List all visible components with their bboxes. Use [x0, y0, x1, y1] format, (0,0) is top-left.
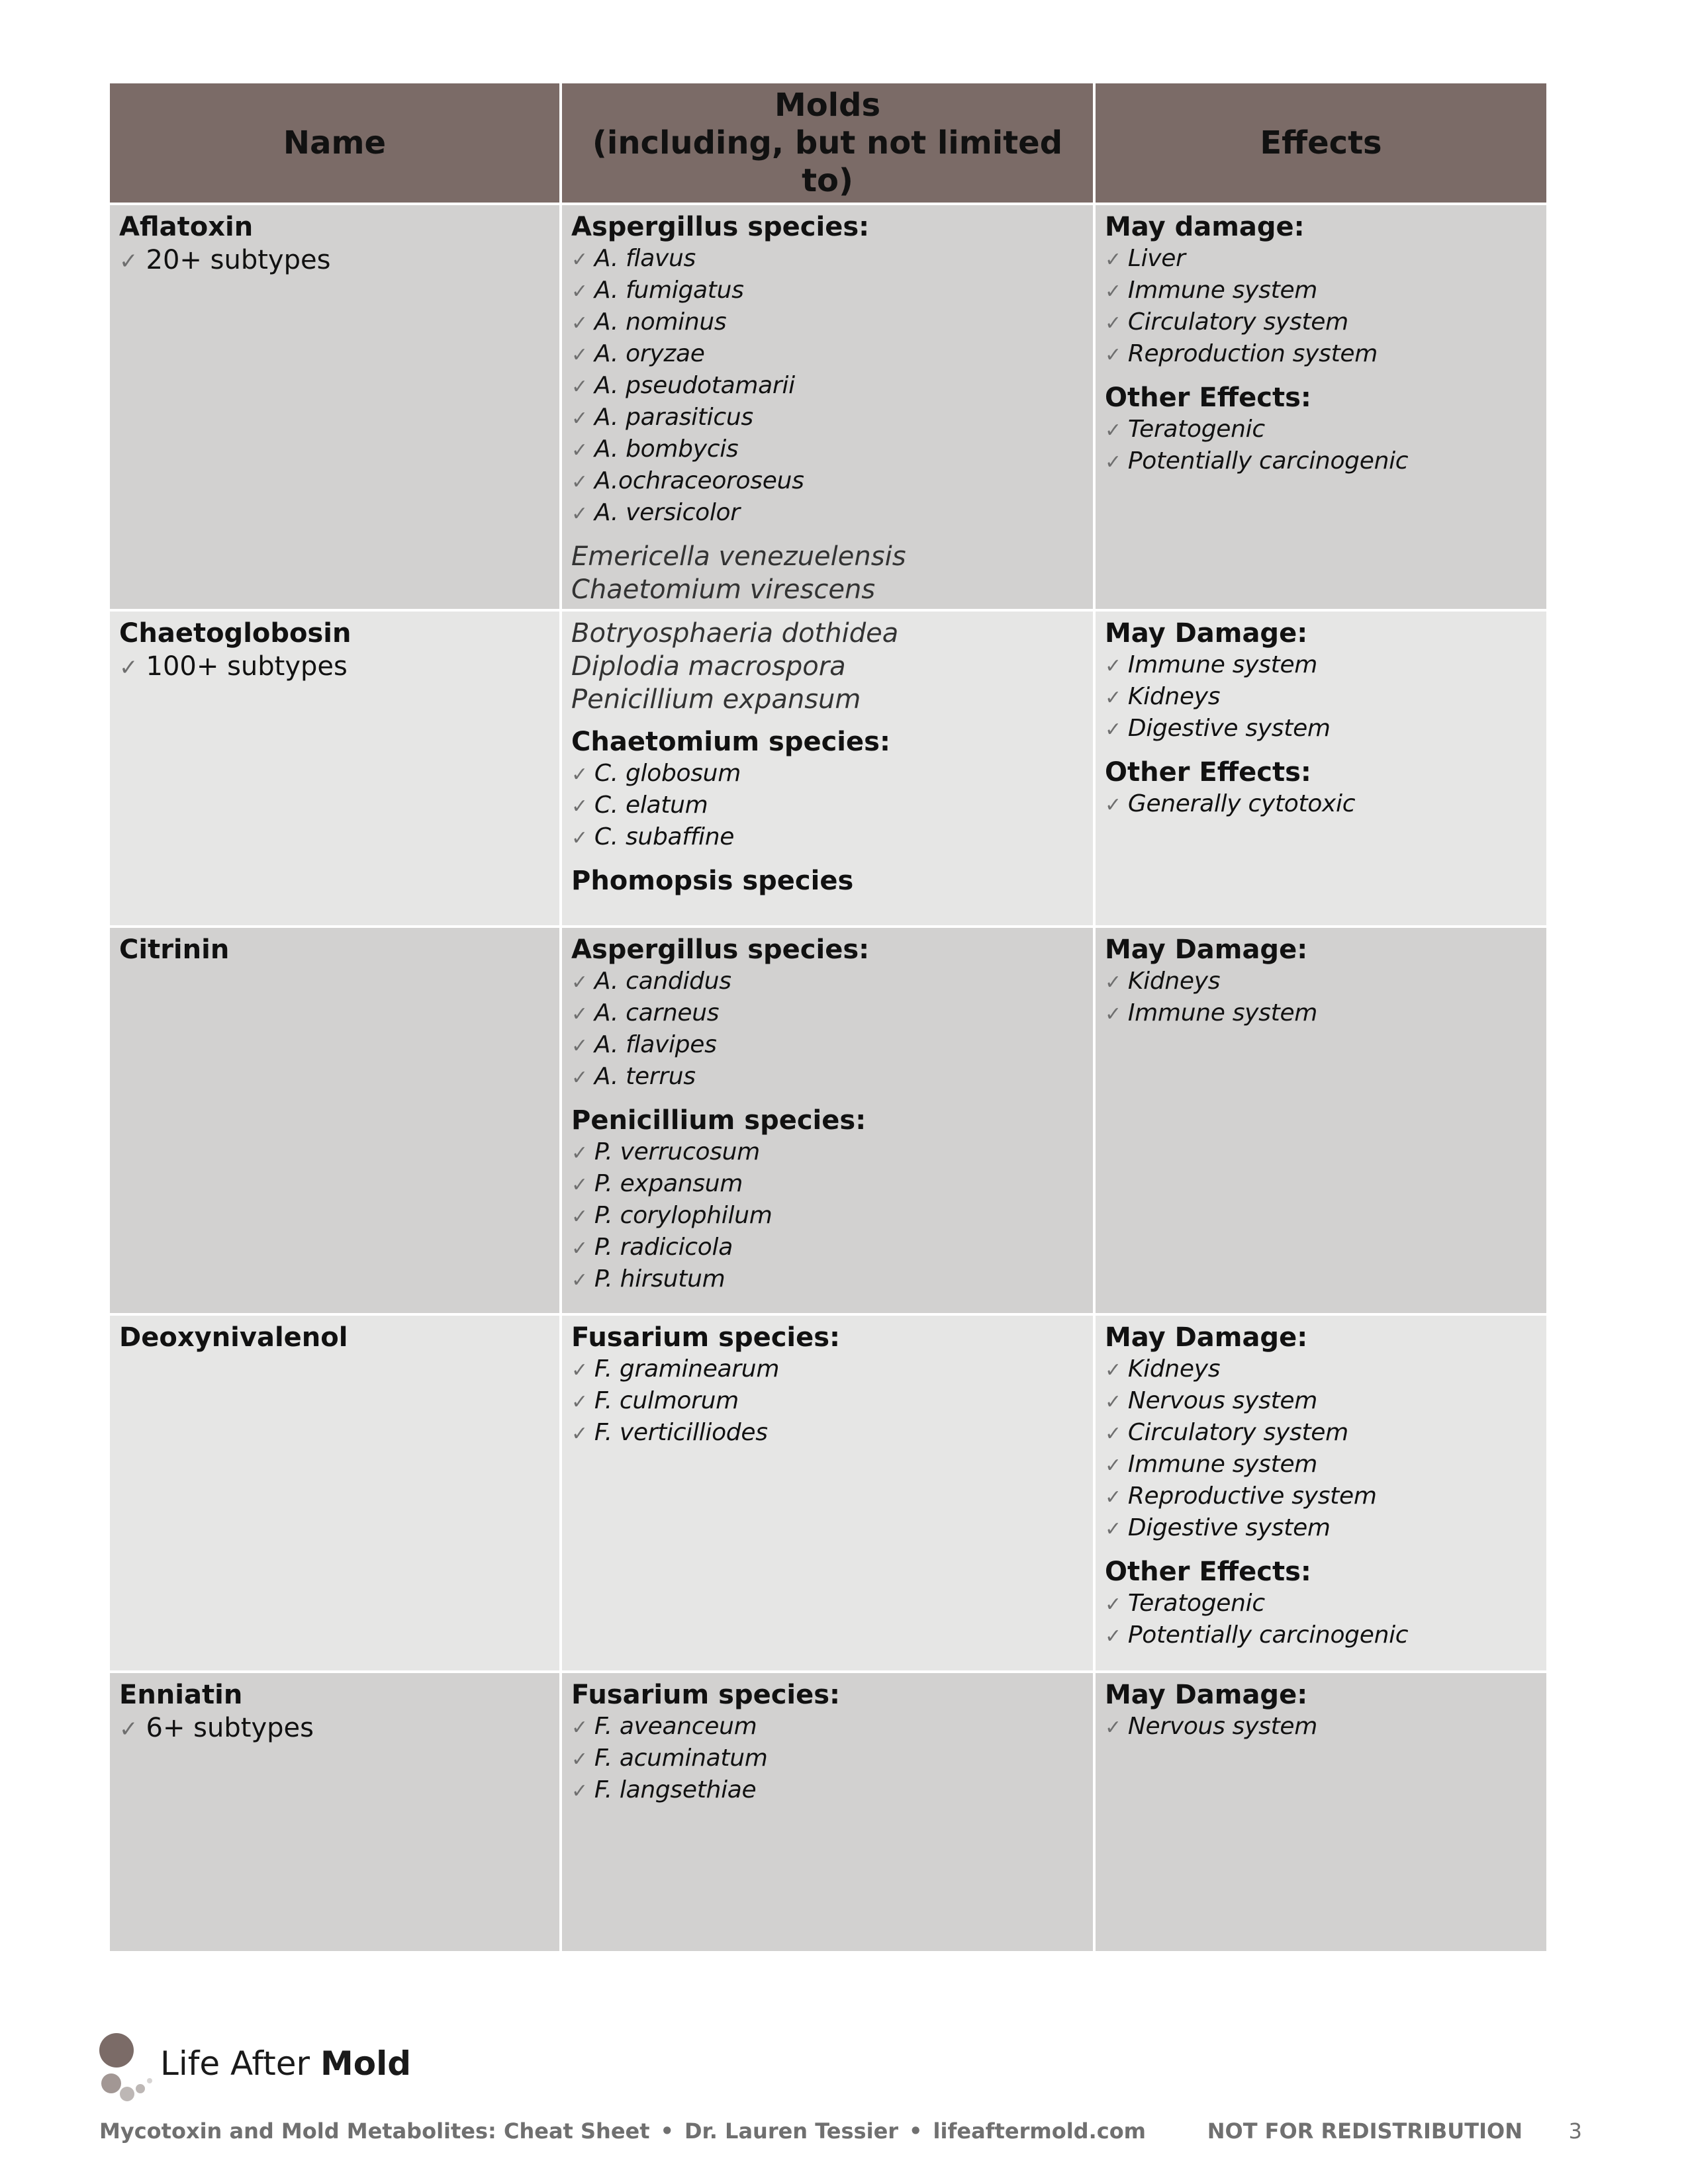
- list-item: [1105, 713, 1537, 745]
- molds-cell: [561, 1672, 1094, 1952]
- check-icon: ✓: [571, 407, 588, 430]
- check-icon: ✓: [119, 1716, 138, 1743]
- damage-list: [1105, 244, 1537, 371]
- list-item-text: Kidneys: [1127, 1355, 1221, 1383]
- table-header-row: [109, 82, 1548, 204]
- list-item-text: A. fumigatus: [594, 277, 744, 304]
- check-icon: ✓: [571, 1359, 588, 1382]
- list-item-text: Nervous system: [1127, 1713, 1318, 1740]
- mold-name: Emericella venezuelensis: [571, 541, 906, 572]
- list-item: [571, 307, 1084, 339]
- logo-dot-tiny: [136, 2084, 145, 2093]
- damage-list: [1105, 650, 1537, 745]
- species-list: [571, 1711, 1084, 1807]
- list-item: [571, 1775, 1084, 1807]
- species-list: [571, 758, 1084, 854]
- damage-list: [1105, 1354, 1537, 1545]
- list-item-text: A. flavus: [594, 245, 696, 272]
- list-item: [571, 466, 1084, 498]
- list-item: [571, 1232, 1084, 1264]
- list-item: [571, 244, 1084, 275]
- toxin-name: Chaetoglobosin: [119, 618, 352, 649]
- check-icon: ✓: [571, 795, 588, 818]
- check-icon: ✓: [1105, 451, 1121, 474]
- list-item-text: Kidneys: [1127, 968, 1221, 995]
- check-icon: ✓: [571, 827, 588, 850]
- list-item-text: A. oryzae: [594, 340, 705, 367]
- check-icon: ✓: [1105, 1716, 1121, 1739]
- list-item: [571, 998, 1084, 1030]
- list-item: [1105, 650, 1537, 682]
- list-item-text: F. graminearum: [594, 1355, 780, 1383]
- list-item: [571, 275, 1084, 307]
- list-item-text: Immune system: [1127, 277, 1318, 304]
- molds-cell: [561, 610, 1094, 927]
- brand-name-regular: Life After: [160, 2044, 310, 2083]
- effects-cell: [1094, 1672, 1548, 1952]
- name-cell: [109, 927, 561, 1314]
- check-icon: ✓: [571, 1269, 588, 1292]
- list-item: [571, 1169, 1084, 1201]
- list-item: [571, 758, 1084, 790]
- header-name: Name: [109, 82, 561, 204]
- list-item: [1105, 998, 1537, 1030]
- list-item: [571, 1711, 1084, 1743]
- logo-dot-micro: [147, 2078, 152, 2083]
- check-icon: ✓: [1105, 1003, 1121, 1026]
- species-heading: Aspergillus species:: [571, 212, 870, 242]
- footer-author: Dr. Lauren Tessier: [684, 2118, 899, 2144]
- name-cell: [109, 610, 561, 927]
- subtype-text: 6+ subtypes: [146, 1713, 314, 1743]
- list-item-text: Immune system: [1127, 651, 1318, 678]
- check-icon: ✓: [571, 1390, 588, 1414]
- list-item: [571, 1062, 1084, 1093]
- list-item: [571, 402, 1084, 434]
- damage-heading: May Damage:: [1105, 1680, 1308, 1710]
- list-item: [571, 966, 1084, 998]
- check-icon: ✓: [119, 655, 138, 681]
- molds-cell: [561, 927, 1094, 1314]
- list-item-text: A.ochraceoroseus: [594, 467, 804, 494]
- list-item-text: A. bombycis: [594, 435, 739, 463]
- check-icon: ✓: [119, 248, 138, 275]
- check-icon: ✓: [571, 1173, 588, 1197]
- list-item: [571, 822, 1084, 854]
- check-icon: ✓: [1105, 248, 1121, 271]
- list-item: [1105, 1513, 1537, 1545]
- list-item: [1105, 414, 1537, 446]
- list-item-text: A. carneus: [594, 999, 720, 1026]
- list-item-text: A. nominus: [594, 308, 727, 336]
- footer-title: Mycotoxin and Mold Metabolites: Cheat Sheet: [99, 2118, 650, 2144]
- logo-dot-small: [120, 2087, 134, 2101]
- subtype-text: 100+ subtypes: [146, 651, 348, 682]
- header-effects: Effects: [1094, 82, 1548, 204]
- list-item-text: Teratogenic: [1127, 1590, 1265, 1617]
- other-effects-list: [1105, 1588, 1537, 1652]
- toxin-name: Deoxynivalenol: [119, 1322, 348, 1353]
- list-item-text: Circulatory system: [1127, 308, 1348, 336]
- check-icon: ✓: [571, 1422, 588, 1445]
- list-item-text: P. hirsutum: [594, 1265, 726, 1293]
- list-item-text: Teratogenic: [1127, 416, 1265, 443]
- check-icon: ✓: [1105, 343, 1121, 367]
- check-icon: ✓: [1105, 1518, 1121, 1541]
- check-icon: ✓: [1105, 1422, 1121, 1445]
- list-item: [1105, 1588, 1537, 1620]
- page-footer: [99, 2118, 1582, 2144]
- check-icon: ✓: [571, 1142, 588, 1165]
- subtype-line: [119, 650, 550, 684]
- list-item: [1105, 1386, 1537, 1418]
- check-icon: ✓: [1105, 312, 1121, 335]
- name-cell: [109, 1314, 561, 1672]
- other-effects-list: [1105, 789, 1537, 821]
- check-icon: ✓: [571, 1237, 588, 1260]
- name-cell: [109, 204, 561, 610]
- check-icon: ✓: [571, 375, 588, 398]
- logo-dot-medium: [101, 2073, 121, 2093]
- list-item-text: P. expansum: [594, 1170, 743, 1197]
- list-item: [571, 790, 1084, 822]
- list-item: [571, 1264, 1084, 1296]
- list-item-text: C. subaffine: [594, 823, 735, 850]
- mycotoxin-table: [107, 81, 1549, 1954]
- list-item-text: Kidneys: [1127, 683, 1221, 710]
- list-item: [571, 1137, 1084, 1169]
- molds-cell: [561, 1314, 1094, 1672]
- list-item: [1105, 1620, 1537, 1652]
- footer-credits: [99, 2118, 1146, 2144]
- list-item-text: F. verticilliodes: [594, 1419, 768, 1446]
- list-item-text: A. parasiticus: [594, 404, 753, 431]
- list-item-text: F. langsethiae: [594, 1776, 757, 1803]
- other-effects-heading: Other Effects:: [1105, 383, 1311, 413]
- list-item-text: Potentially carcinogenic: [1127, 447, 1409, 475]
- species-heading: Fusarium species:: [571, 1680, 841, 1710]
- list-item: [1105, 275, 1537, 307]
- footer-website-link[interactable]: lifeaftermold.com: [933, 2118, 1147, 2144]
- list-item: [571, 498, 1084, 529]
- list-item-text: Reproductive system: [1127, 1482, 1377, 1510]
- check-icon: ✓: [571, 280, 588, 303]
- list-item-text: Digestive system: [1127, 1514, 1331, 1541]
- list-item: [1105, 682, 1537, 713]
- mold-name: Diplodia macrospora: [571, 651, 846, 682]
- list-item-text: Immune system: [1127, 1451, 1318, 1478]
- list-item: [571, 1354, 1084, 1386]
- list-item: [571, 434, 1084, 466]
- list-item: [571, 1743, 1084, 1775]
- list-item-text: F. culmorum: [594, 1387, 739, 1414]
- damage-list: [1105, 966, 1537, 1030]
- check-icon: ✓: [571, 471, 588, 494]
- effects-cell: [1094, 927, 1548, 1314]
- list-item-text: F. aveanceum: [594, 1713, 757, 1740]
- check-icon: ✓: [1105, 419, 1121, 442]
- list-item-text: A. versicolor: [594, 499, 740, 526]
- effects-cell: [1094, 204, 1548, 610]
- damage-heading: May Damage:: [1105, 934, 1308, 965]
- list-item-text: P. corylophilum: [594, 1202, 773, 1229]
- effects-cell: [1094, 610, 1548, 927]
- check-icon: ✓: [1105, 1625, 1121, 1648]
- damage-list: [1105, 1711, 1537, 1743]
- species-list-2: [571, 1137, 1084, 1296]
- check-icon: ✓: [1105, 686, 1121, 709]
- mold-name: Chaetomium virescens: [571, 574, 876, 605]
- name-cell: [109, 1672, 561, 1952]
- list-item-text: Immune system: [1127, 999, 1318, 1026]
- check-icon: ✓: [1105, 1486, 1121, 1509]
- list-item-text: C. elatum: [594, 792, 708, 819]
- list-item: [1105, 1711, 1537, 1743]
- list-item: [1105, 1354, 1537, 1386]
- list-item: [571, 371, 1084, 402]
- check-icon: ✓: [571, 763, 588, 786]
- check-icon: ✓: [1105, 1593, 1121, 1616]
- check-icon: ✓: [571, 1034, 588, 1058]
- list-item-text: A. pseudotamarii: [594, 372, 795, 399]
- check-icon: ✓: [1105, 971, 1121, 994]
- check-icon: ✓: [571, 1205, 588, 1228]
- species-heading: Chaetomium species:: [571, 727, 890, 757]
- check-icon: ✓: [571, 502, 588, 525]
- list-item-text: A. flavipes: [594, 1031, 717, 1058]
- check-icon: ✓: [571, 1003, 588, 1026]
- damage-heading: May Damage:: [1105, 1322, 1308, 1353]
- check-icon: ✓: [1105, 1454, 1121, 1477]
- list-item-text: A. candidus: [594, 968, 731, 995]
- brand-name: [160, 2044, 411, 2083]
- header-molds-line2: (including, but not limited to): [592, 124, 1063, 199]
- check-icon: ✓: [571, 439, 588, 462]
- list-item-text: Digestive system: [1127, 715, 1331, 742]
- header-molds-line1: Molds: [774, 86, 881, 124]
- page-number: 3: [1568, 2118, 1582, 2144]
- species-heading-2: Penicillium species:: [571, 1105, 867, 1136]
- list-item-text: Generally cytotoxic: [1127, 790, 1356, 817]
- check-icon: ✓: [1105, 718, 1121, 741]
- subtype-line: [119, 1711, 550, 1746]
- footer-separator: •: [660, 2118, 674, 2144]
- list-item-text: A. terrus: [594, 1063, 696, 1090]
- molds-cell: [561, 204, 1094, 610]
- list-item-text: Reproduction system: [1127, 340, 1378, 367]
- list-item: [1105, 1481, 1537, 1513]
- list-item: [571, 1418, 1084, 1449]
- check-icon: ✓: [571, 1748, 588, 1771]
- damage-heading: May damage:: [1105, 212, 1305, 242]
- species-heading: Aspergillus species:: [571, 934, 870, 965]
- list-item: [1105, 789, 1537, 821]
- subtype-line: [119, 244, 550, 278]
- list-item-text: P. radicicola: [594, 1234, 733, 1261]
- list-item-text: Nervous system: [1127, 1387, 1318, 1414]
- footer-notice: NOT FOR REDISTRIBUTION: [1207, 2118, 1523, 2144]
- check-icon: ✓: [571, 971, 588, 994]
- other-molds-list: [571, 617, 1084, 716]
- other-effects-heading: Other Effects:: [1105, 1557, 1311, 1587]
- check-icon: ✓: [1105, 1359, 1121, 1382]
- list-item-text: Circulatory system: [1127, 1419, 1348, 1446]
- check-icon: ✓: [571, 1780, 588, 1803]
- list-item: [1105, 1449, 1537, 1481]
- footer-separator: •: [909, 2118, 923, 2144]
- brand-name-bold: Mold: [320, 2044, 412, 2083]
- check-icon: ✓: [571, 248, 588, 271]
- list-item-text: Liver: [1127, 245, 1186, 272]
- list-item-text: P. verrucosum: [594, 1138, 760, 1165]
- toxin-name: Citrinin: [119, 934, 230, 965]
- effects-cell: [1094, 1314, 1548, 1672]
- table-row-aflatoxin: [109, 204, 1548, 610]
- subtype-text: 20+ subtypes: [146, 245, 331, 275]
- list-item: [1105, 307, 1537, 339]
- table-row-chaetoglobosin: [109, 610, 1548, 927]
- list-item-text: Potentially carcinogenic: [1127, 1621, 1409, 1649]
- check-icon: ✓: [571, 1066, 588, 1089]
- logo-dot-large: [99, 2033, 134, 2068]
- table-row-deoxynivalenol: [109, 1314, 1548, 1672]
- list-item: [1105, 244, 1537, 275]
- species-list: [571, 966, 1084, 1093]
- list-item: [571, 1201, 1084, 1232]
- check-icon: ✓: [571, 343, 588, 367]
- other-molds-list: [571, 540, 1084, 606]
- species-list: [571, 244, 1084, 529]
- list-item: [571, 1030, 1084, 1062]
- list-item: [1105, 1418, 1537, 1449]
- toxin-name: Enniatin: [119, 1680, 243, 1710]
- check-icon: ✓: [1105, 794, 1121, 817]
- check-icon: ✓: [1105, 655, 1121, 678]
- list-item: [571, 1386, 1084, 1418]
- species-heading-2: Phomopsis species: [571, 866, 854, 896]
- list-item: [571, 339, 1084, 371]
- list-item: [1105, 339, 1537, 371]
- other-effects-heading: Other Effects:: [1105, 757, 1311, 788]
- species-list: [571, 1354, 1084, 1449]
- list-item: [1105, 966, 1537, 998]
- species-heading: Fusarium species:: [571, 1322, 841, 1353]
- table-row-enniatin: [109, 1672, 1548, 1952]
- damage-heading: May Damage:: [1105, 618, 1308, 649]
- check-icon: ✓: [571, 312, 588, 335]
- list-item: [1105, 446, 1537, 478]
- toxin-name: Aflatoxin: [119, 212, 254, 242]
- check-icon: ✓: [1105, 1390, 1121, 1414]
- list-item-text: C. globosum: [594, 760, 741, 787]
- table-row-citrinin: [109, 927, 1548, 1314]
- other-effects-list: [1105, 414, 1537, 478]
- list-item-text: F. acuminatum: [594, 1745, 768, 1772]
- mold-name: Penicillium expansum: [571, 684, 861, 715]
- check-icon: ✓: [1105, 280, 1121, 303]
- mold-name: Botryosphaeria dothidea: [571, 618, 899, 649]
- check-icon: ✓: [571, 1716, 588, 1739]
- header-molds: [561, 82, 1094, 204]
